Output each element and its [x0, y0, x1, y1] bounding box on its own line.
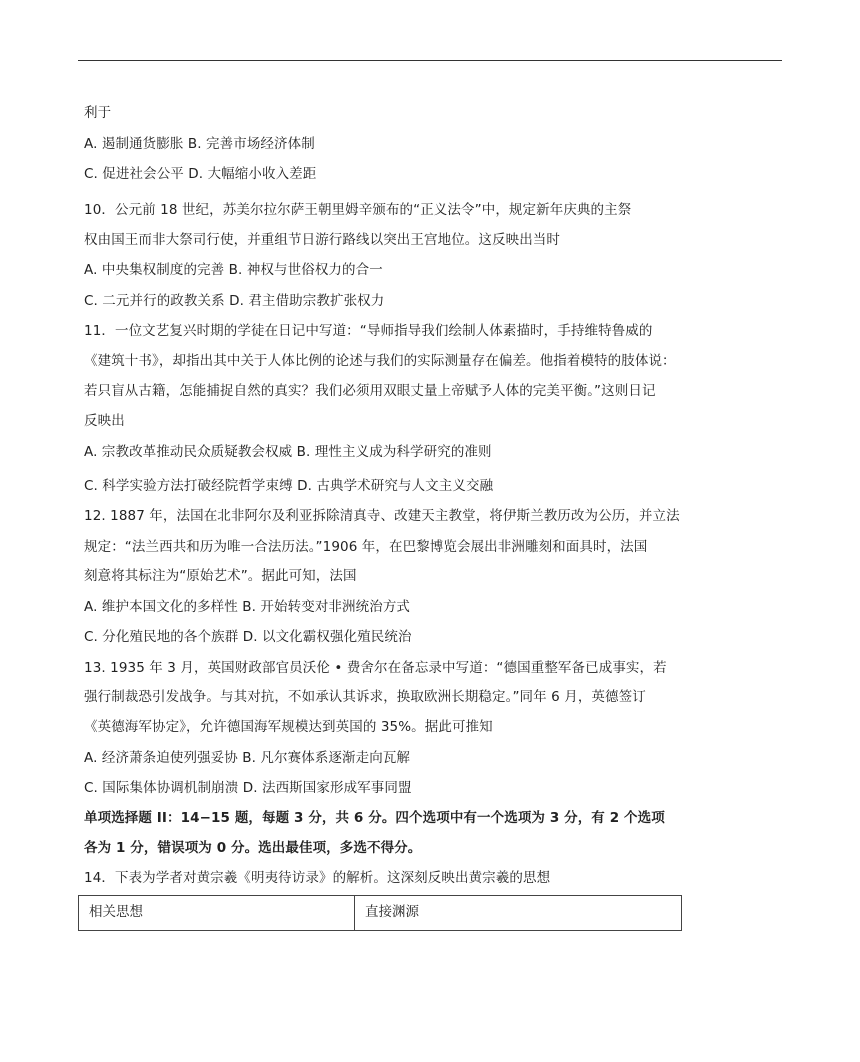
- analysis-table: [78, 895, 682, 931]
- text-line-5: 权由国王而非大祭司行使，并重组节日游行路线以突出王宫地位。这反映出当时: [84, 232, 560, 248]
- text-line-26: 14．下表为学者对黄宗羲《明夷待访录》的解析。这深刻反映出黄宗羲的思想: [84, 870, 551, 886]
- text-line-4: 10．公元前 18 世纪，苏美尔拉尔萨王朝里姆辛颁布的“正义法令”中，规定新年庆典的主祭: [84, 202, 632, 218]
- text-line-21: 《英德海军协定》，允许德国海军规模达到英国的 35%。据此可推知: [84, 719, 493, 735]
- table-header-cell: 直接渊源: [365, 904, 419, 920]
- text-line-9: 《建筑十书》，却指出其中关于人体比例的论述与我们的实际测量存在偏差。他指着模特的肢体说：: [84, 353, 676, 369]
- text-line-23: C. 国际集体协调机制崩溃 D. 法西斯国家形成军事同盟: [84, 780, 412, 796]
- text-line-1: 利于: [84, 105, 112, 121]
- text-line-7: C. 二元并行的政教关系 D. 君主借助宗教扩张权力: [84, 293, 385, 309]
- text-line-16: 刻意将其标注为“原始艺术”。据此可知，法国: [84, 568, 357, 584]
- text-line-22: A. 经济萧条迫使列强妥协 B. 凡尔赛体系逐渐走向瓦解: [84, 750, 411, 766]
- section-heading-line-1: 单项选择题 II：14−15 题，每题 3 分，共 6 分。四个选项中有一个选项为 3 分，有 2 个选项: [84, 810, 665, 826]
- text-line-20: 强行制裁恐引发战争。与其对抗，不如承认其诉求，换取欧洲长期稳定。”同年 6 月，英德签订: [84, 689, 646, 705]
- text-line-10: 若只盲从古籍，怎能捕捉自然的真实？我们必须用双眼丈量上帝赋予人体的完美平衡。”这则日记: [84, 383, 656, 399]
- header-rule: [78, 60, 782, 61]
- text-line-15: 规定：“法兰西共和历为唯一合法历法。”1906 年，在巴黎博览会展出非洲雕刻和面具时，法国: [84, 539, 648, 555]
- text-line-12: A. 宗教改革推动民众质疑教会权威 B. 理性主义成为科学研究的准则: [84, 444, 492, 460]
- text-line-6: A. 中央集权制度的完善 B. 神权与世俗权力的合一: [84, 262, 383, 278]
- table-header-cell: 相关思想: [79, 896, 355, 930]
- text-line-13: C. 科学实验方法打破经院哲学束缚 D. 古典学术研究与人文主义交融: [84, 478, 494, 494]
- text-line-17: A. 维护本国文化的多样性 B. 开始转变对非洲统治方式: [84, 599, 411, 615]
- text-line-3: C. 促进社会公平 D. 大幅缩小收入差距: [84, 166, 317, 182]
- text-line-8: 11．一位文艺复兴时期的学徒在日记中写道：“导师指导我们绘制人体素描时，手持维特鲁威的: [84, 323, 653, 339]
- text-line-11: 反映出: [84, 413, 125, 429]
- text-line-14: 12. 1887 年，法国在北非阿尔及利亚拆除清真寺、改建天主教堂，将伊斯兰教历改为公历，并立法: [84, 508, 680, 524]
- text-line-18: C. 分化殖民地的各个族群 D. 以文化霸权强化殖民统治: [84, 629, 412, 645]
- text-line-19: 13. 1935 年 3 月，英国财政部官员沃伦 • 费舍尔在备忘录中写道：“德国重整军备已成事实，若: [84, 660, 667, 676]
- text-line-2: A. 遏制通货膨胀 B. 完善市场经济体制: [84, 136, 315, 152]
- section-heading-line-2: 各为 1 分，错误项为 0 分。选出最佳项，多选不得分。: [84, 840, 422, 856]
